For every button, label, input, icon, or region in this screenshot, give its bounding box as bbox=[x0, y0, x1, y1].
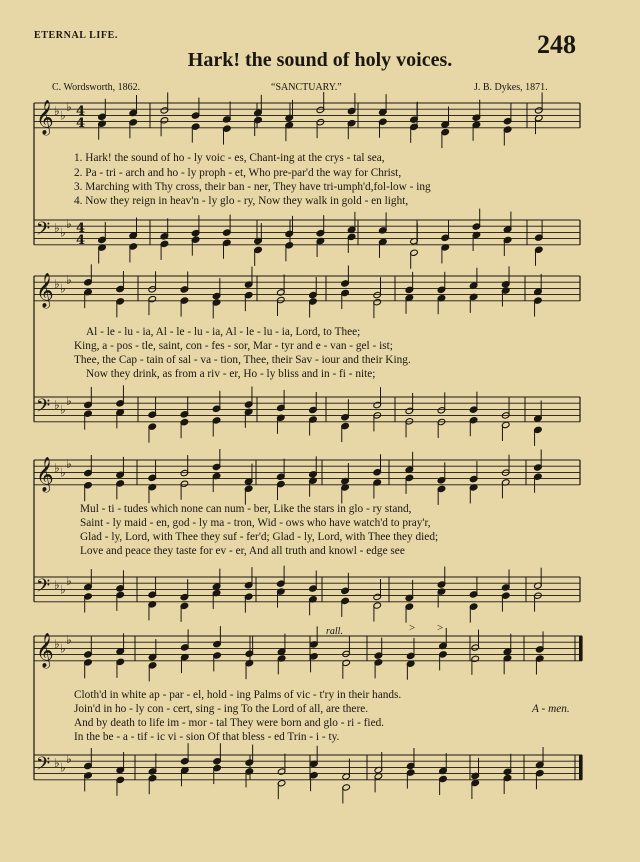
flat-sign: ♭ bbox=[54, 756, 60, 771]
lyric-line: Now they drink, as from a riv - er, Ho - ly bliss and in - fi - nite; bbox=[86, 368, 376, 380]
bass-clef: 𝄢 bbox=[36, 576, 51, 601]
lyric-line: Thee, the Cap - tain of sal - va - tion, Thee, their Sav - iour and their King. bbox=[74, 354, 411, 366]
bass-clef: 𝄢 bbox=[36, 396, 51, 421]
flat-sign: ♭ bbox=[66, 394, 72, 409]
flat-sign: ♭ bbox=[66, 217, 72, 232]
treble-clef: 𝄞 bbox=[36, 100, 54, 135]
flat-sign: ♭ bbox=[66, 457, 72, 472]
lyric-line: 4. Now they reign in heav'n - ly glo - ry, Now they walk in gold - en light, bbox=[74, 195, 409, 207]
flat-sign: ♭ bbox=[60, 281, 66, 296]
treble-clef: 𝄞 bbox=[36, 273, 54, 308]
tune-name: “SANCTUARY.” bbox=[271, 82, 342, 93]
final-barline bbox=[579, 636, 582, 661]
flat-sign: ♭ bbox=[54, 578, 60, 593]
lyric-line: 1. Hark! the sound of ho - ly voic - es, Chant-ing at the crys - tal sea, bbox=[74, 152, 385, 164]
flat-sign: ♭ bbox=[66, 574, 72, 589]
section-heading: ETERNAL LIFE. bbox=[34, 30, 118, 41]
flat-sign: ♭ bbox=[66, 633, 72, 648]
flat-sign: ♭ bbox=[54, 104, 60, 119]
lyric-line: Love and peace they taste for ev - er, And all truth and knowl - edge see bbox=[80, 545, 405, 557]
time-signature: 4 bbox=[76, 116, 86, 131]
flat-sign: ♭ bbox=[60, 760, 66, 775]
final-barline bbox=[579, 755, 582, 780]
lyric-line: Al - le - lu - ia, Al - le - lu - ia, Al - le - lu - ia, Lord, to Thee; bbox=[86, 326, 361, 338]
hymn-number: 248 bbox=[537, 30, 576, 59]
flat-sign: ♭ bbox=[54, 398, 60, 413]
lyric-line: 2. Pa - tri - arch and ho - ly proph - et, Who pre-par'd the way for Christ, bbox=[74, 167, 402, 179]
flat-sign: ♭ bbox=[60, 641, 66, 656]
flat-sign: ♭ bbox=[60, 582, 66, 597]
rall-marking: rall. bbox=[326, 626, 343, 637]
composer-credit: J. B. Dykes, 1871. bbox=[474, 82, 548, 93]
time-signature: 4 bbox=[76, 233, 86, 248]
bass-clef: 𝄢 bbox=[36, 219, 51, 244]
lyric-line: Cloth'd in white ap - par - el, hold - ing Palms of vic - t'ry in their hands. bbox=[74, 689, 402, 701]
accent-mark: > bbox=[409, 622, 416, 634]
lyric-line: In the be - a - tif - ic vi - sion Of that bless - ed Trin - i - ty. bbox=[74, 731, 340, 743]
flat-sign: ♭ bbox=[54, 461, 60, 476]
lyric-line: And by death to life im - mor - tal They were born and glo - ri - fied. bbox=[74, 717, 385, 729]
time-signature: 4 bbox=[76, 221, 86, 236]
bass-clef: 𝄢 bbox=[36, 754, 51, 779]
flat-sign: ♭ bbox=[60, 108, 66, 123]
flat-sign: ♭ bbox=[66, 273, 72, 288]
author-credit: C. Wordsworth, 1862. bbox=[52, 82, 141, 93]
flat-sign: ♭ bbox=[60, 465, 66, 480]
treble-clef: 𝄞 bbox=[36, 633, 54, 668]
accent-mark: > bbox=[437, 622, 444, 634]
flat-sign: ♭ bbox=[60, 402, 66, 417]
flat-sign: ♭ bbox=[54, 637, 60, 652]
lyric-line: 3. Marching with Thy cross, their ban - ner, They have tri-umph'd,fol-low - ing bbox=[74, 181, 431, 193]
flat-sign: ♭ bbox=[66, 100, 72, 115]
amen-text: A - men. bbox=[532, 703, 570, 715]
flat-sign: ♭ bbox=[54, 277, 60, 292]
flat-sign: ♭ bbox=[60, 225, 66, 240]
lyric-line: King, a - pos - tle, saint, con - fes - sor, Mar - tyr and e - van - gel - ist; bbox=[74, 340, 393, 352]
lyric-line: Saint - ly maid - en, god - ly ma - tron, Wid - ows who have watch'd to pray'r, bbox=[80, 517, 431, 529]
hymn-title: Hark! the sound of holy voices. bbox=[187, 49, 453, 71]
flat-sign: ♭ bbox=[54, 221, 60, 236]
time-signature: 4 bbox=[76, 104, 86, 119]
flat-sign: ♭ bbox=[66, 752, 72, 767]
treble-clef: 𝄞 bbox=[36, 457, 54, 492]
lyric-line: Glad - ly, Lord, with Thee they suf - fer'd; Glad - ly, Lord, with Thee they died; bbox=[80, 531, 439, 543]
lyric-line: Join'd in ho - ly con - cert, sing - ing To the Lord of all, are there. bbox=[74, 703, 369, 715]
lyric-line: Mul - ti - tudes which none can num - ber, Like the stars in glo - ry stand, bbox=[80, 503, 412, 515]
